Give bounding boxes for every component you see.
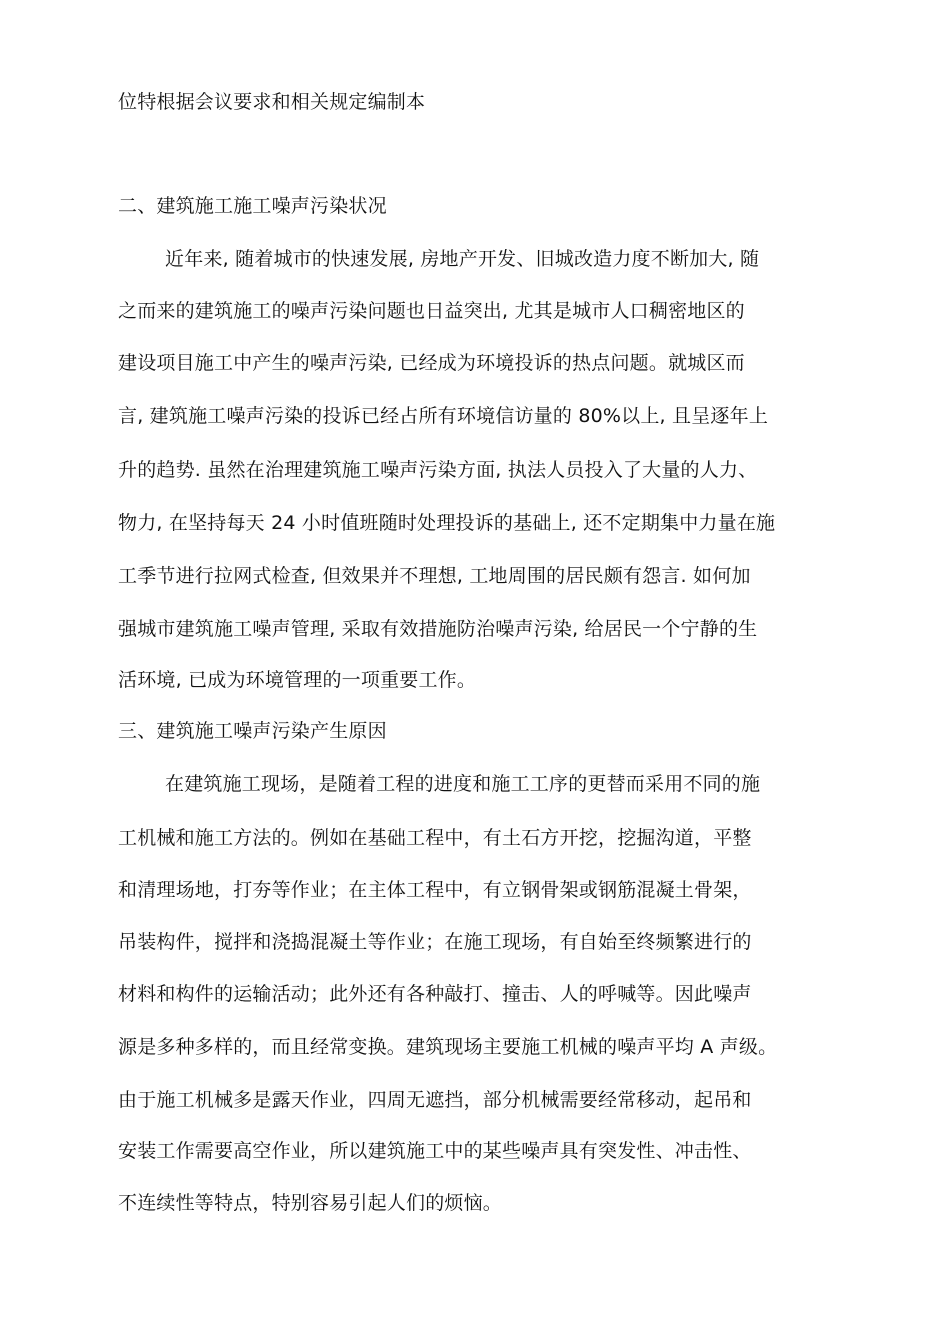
- paragraph-line: 工季节进行拉网式检查, 但效果并不理想, 工地周围的居民颇有怨言. 如何加: [118, 565, 751, 587]
- section-heading: 三、建筑施工噪声污染产生原因: [118, 720, 387, 742]
- paragraph-line: 建设项目施工中产生的噪声污染, 已经成为环境投诉的热点问题。就城区而: [118, 352, 745, 374]
- paragraph-line: 工机械和施工方法的。例如在基础工程中，有土石方开挖，挖掘沟道，平整: [118, 827, 752, 849]
- paragraph-line: 物力, 在坚持每天 24 小时值班随时处理投诉的基础上, 还不定期集中力量在施: [118, 512, 776, 534]
- paragraph-line: 升的趋势. 虽然在治理建筑施工噪声污染方面, 执法人员投入了大量的人力、: [118, 459, 758, 481]
- section-heading: 二、建筑施工施工噪声污染状况: [118, 195, 387, 217]
- paragraph-line: 强城市建筑施工噪声管理, 采取有效措施防治噪声污染, 给居民一个宁静的生: [118, 618, 758, 640]
- paragraph-line: 近年来, 随着城市的快速发展, 房地产开发、旧城改造力度不断加大, 随: [165, 248, 760, 270]
- paragraph-fragment: 位特根据会议要求和相关规定编制本: [118, 91, 426, 113]
- paragraph-line: 活环境, 已成为环境管理的一项重要工作。: [118, 669, 477, 691]
- paragraph-line: 之而来的建筑施工的噪声污染问题也日益突出, 尤其是城市人口稠密地区的: [118, 300, 745, 322]
- paragraph-line: 吊装构件，搅拌和浇捣混凝土等作业；在施工现场，有自始至终频繁进行的: [118, 931, 752, 953]
- paragraph-line: 在建筑施工现场，是随着工程的进度和施工工序的更替而采用不同的施: [165, 773, 761, 795]
- paragraph-line: 安装工作需要高空作业，所以建筑施工中的某些噪声具有突发性、冲击性、: [118, 1140, 752, 1162]
- paragraph-line: 不连续性等特点，特别容易引起人们的烦恼。: [118, 1192, 503, 1214]
- paragraph-line: 言, 建筑施工噪声污染的投诉已经占所有环境信访量的 80%以上, 且呈逐年上: [118, 405, 769, 427]
- paragraph-line: 材料和构件的运输活动；此外还有各种敲打、撞击、人的呼喊等。因此噪声: [118, 983, 752, 1005]
- paragraph-line: 和清理场地，打夯等作业；在主体工程中，有立钢骨架或钢筋混凝土骨架，: [118, 879, 752, 901]
- paragraph-line: 源是多种多样的，而且经常变换。建筑现场主要施工机械的噪声平均 A 声级。: [118, 1036, 778, 1058]
- paragraph-line: 由于施工机械多是露天作业，四周无遮挡，部分机械需要经常移动，起吊和: [118, 1089, 752, 1111]
